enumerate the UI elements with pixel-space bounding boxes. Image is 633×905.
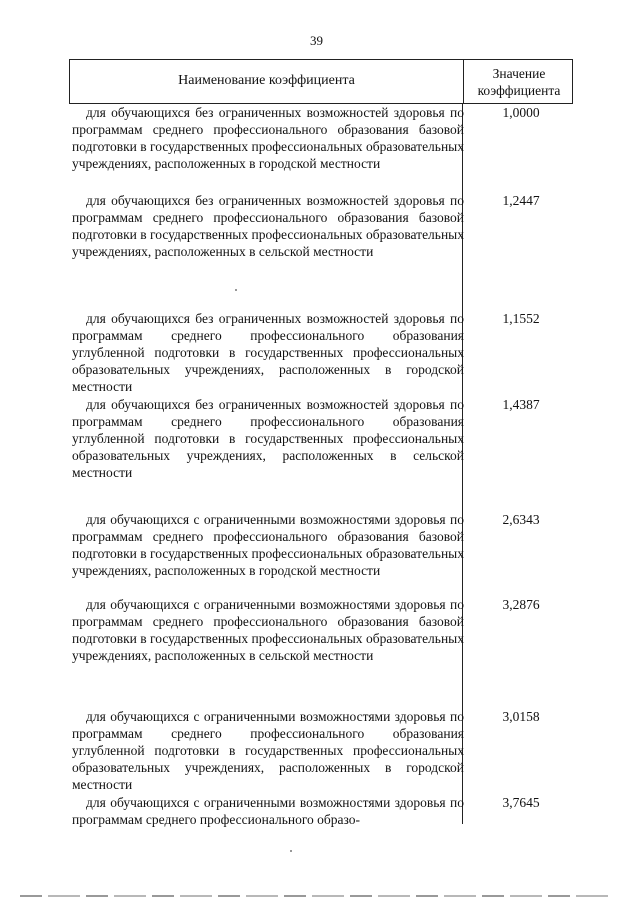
page-number: 39	[310, 33, 323, 48]
table-row	[72, 104, 570, 172]
row-coefficient: 1,2447	[502, 193, 540, 208]
table-row	[72, 511, 570, 579]
scan-speck	[290, 850, 292, 852]
row-description: для обучающихся с ограниченными возможностями здоровья по программам среднего профессионального образования углубленной подготовки в государственных профессиональных образовательных учреждениях, расположенных в городской местности	[72, 709, 464, 792]
row-description: для обучающихся с ограниченными возможностями здоровья по программам среднего профессионального образования базовой подготовки в государственных профессиональных образовательных учреждениях, расположенных в сельской местности	[72, 597, 464, 663]
row-description: для обучающихся без ограниченных возможностей здоровья по программам среднего профессионального образования базовой подготовки в государственных профессиональных образовательных учреждениях, расположенных в городской местности	[72, 105, 464, 171]
table-row	[72, 310, 570, 395]
row-coefficient: 1,0000	[502, 105, 540, 120]
column-header-value	[464, 65, 574, 99]
table-row	[72, 708, 570, 793]
table-row	[72, 192, 570, 260]
row-description: для обучающихся без ограниченных возможностей здоровья по программам среднего профессионального образования углубленной подготовки в государственных профессиональных образовательных учреждениях, расположенных в городской местности	[72, 311, 464, 394]
row-description: для обучающихся с ограниченными возможностями здоровья по программам среднего профессионального образования базовой подготовки в государственных профессиональных образовательных учреждениях, расположенных в городской местности	[72, 512, 464, 578]
row-coefficient: 3,7645	[502, 795, 540, 810]
row-description: для обучающихся без ограниченных возможностей здоровья по программам среднего профессионального образования углубленной подготовки в государственных профессиональных образовательных учреждениях, расположенных в сельской местности	[72, 397, 464, 480]
scan-speck	[235, 289, 237, 291]
row-coefficient: 1,1552	[502, 311, 540, 326]
scan-edge-artifact	[20, 895, 613, 897]
column-header-name: Наименование коэффициента	[178, 73, 355, 88]
column-header-value-line1: Значение	[492, 66, 546, 81]
row-description: для обучающихся без ограниченных возможностей здоровья по программам среднего профессионального образования базовой подготовки в государственных профессиональных образовательных учреждениях, расположенных в сельской местности	[72, 193, 464, 259]
table-row	[72, 396, 570, 481]
table-row	[72, 596, 570, 664]
row-coefficient: 3,0158	[502, 709, 540, 724]
row-description: для обучающихся с ограниченными возможностями здоровья по программам среднего профессионального образо-	[72, 795, 464, 827]
table-header	[69, 59, 573, 104]
row-coefficient: 2,6343	[502, 512, 540, 527]
table-row	[72, 794, 570, 828]
column-header-value-line2: коэффициента	[477, 83, 561, 98]
row-coefficient: 3,2876	[502, 597, 540, 612]
row-coefficient: 1,4387	[502, 397, 540, 412]
